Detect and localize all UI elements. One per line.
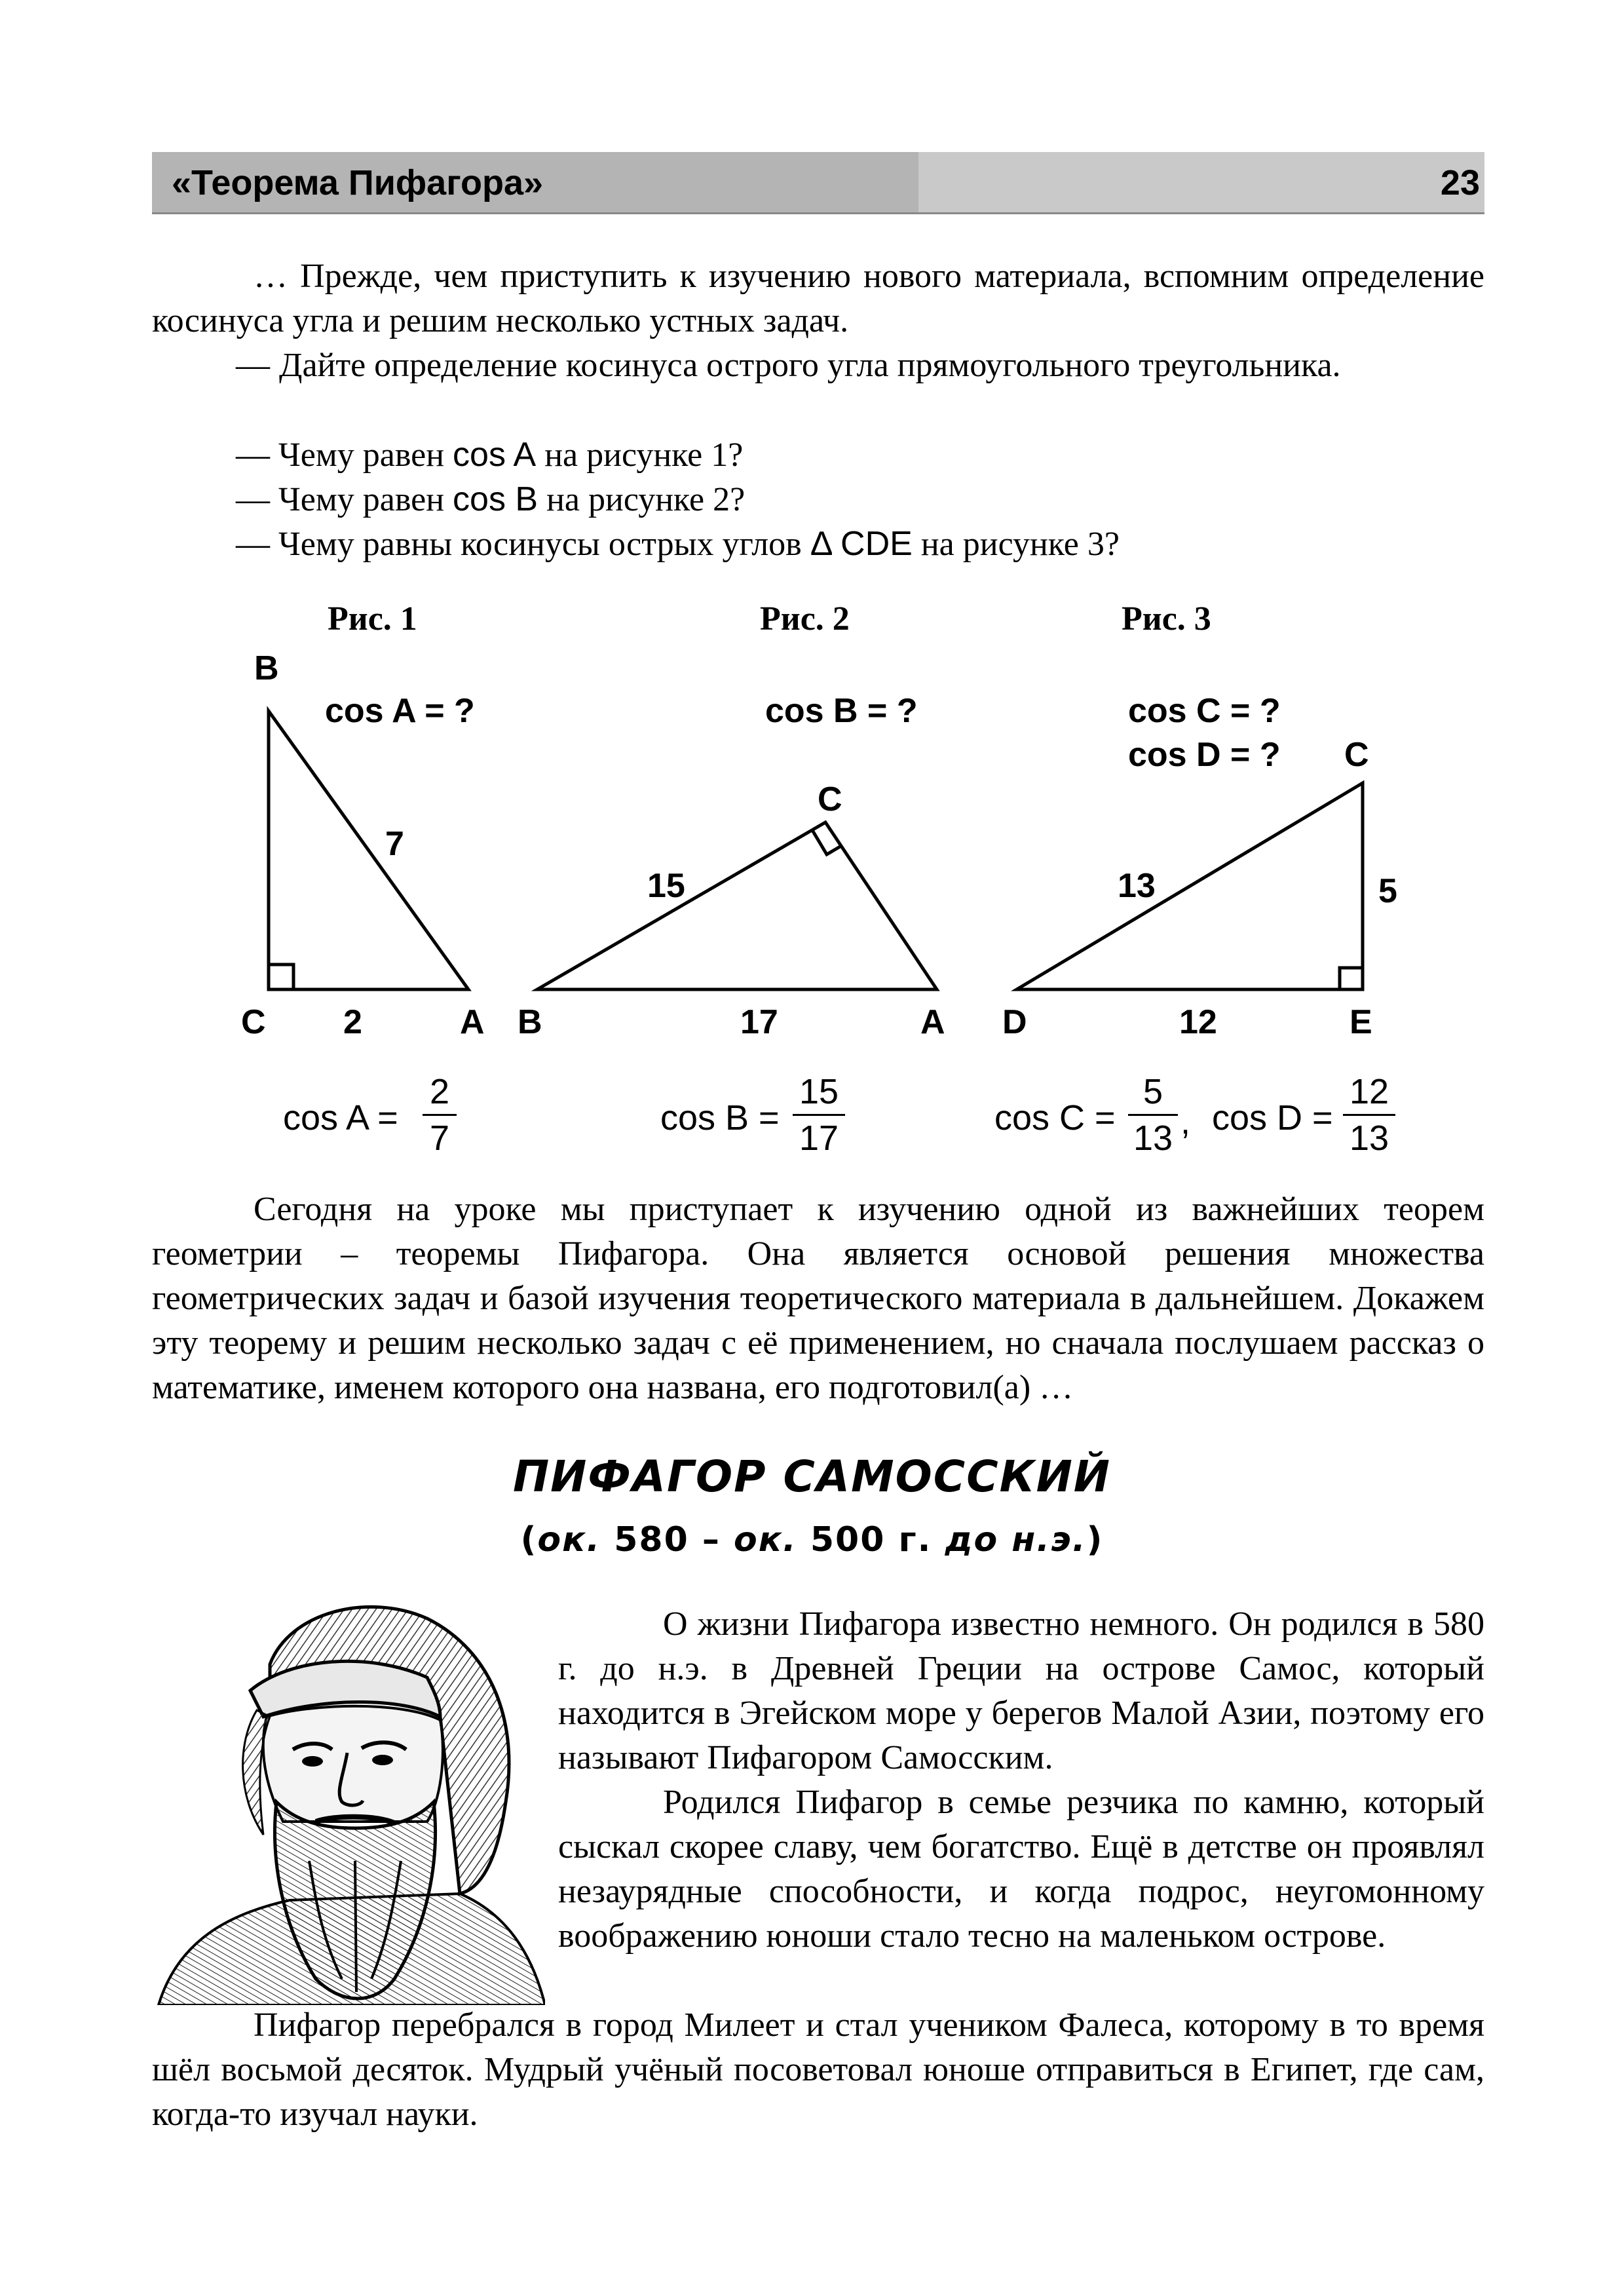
- question-dash: —: [236, 481, 270, 518]
- numerator: 15: [799, 1072, 839, 1111]
- side-base-label: 17: [740, 1003, 778, 1041]
- figure-3-caption: Рис. 3: [1122, 600, 1211, 638]
- pythagoras-portrait: [152, 1586, 545, 2005]
- numerator: 12: [1349, 1072, 1389, 1111]
- side-left-label: 15: [647, 867, 685, 905]
- bio-dates: [0, 1520, 1624, 1559]
- answer-3-fraction-1: [1128, 1072, 1178, 1158]
- fraction-bar: [423, 1114, 457, 1116]
- vertex-c-label: C: [241, 1003, 266, 1041]
- question-text-end: на рисунке 3?: [912, 526, 1120, 563]
- vertex-d-label: D: [1002, 1003, 1027, 1041]
- figure-3-question-2: cos D = ?: [1128, 736, 1281, 774]
- vertex-c-label: C: [1344, 736, 1369, 774]
- dates-open: (: [520, 1520, 538, 1559]
- bio-paragraph-2: Родился Пифагор в семье резчика по камню, который сыскал скорее славу, чем богатство. Ещё в детстве он проявлял незаурядные способности, и когда подрос, неугомонному воображению юноши стало тесно на маленьком острове.: [558, 1784, 1484, 1955]
- figure-2-question: cos B = ?: [765, 692, 918, 730]
- numerator: 2: [429, 1072, 450, 1111]
- answer-1-lhs: cos A =: [283, 1098, 398, 1138]
- answer-3-lhs-2: cos D =: [1212, 1098, 1333, 1138]
- fraction-bar: [1343, 1114, 1395, 1116]
- vertex-a-label: A: [920, 1003, 945, 1041]
- lesson-paragraph: Сегодня на уроке мы приступает к изучению одной из важнейших теорем геометрии – теоремы Пифагора. Она является основой решения множества геометрических задач и базой изучения теоретического материала в дальнейшем. Докажем эту теорему и решим несколько задач с её применением, но сначала послушаем рассказ о математике, именем которого она названа, его подготовил(а) …: [152, 1191, 1484, 1406]
- figure-2-caption: Рис. 2: [760, 600, 850, 638]
- answer-2-fraction: [793, 1072, 845, 1158]
- answer-1-fraction: [423, 1072, 457, 1158]
- answer-2-lhs: cos B =: [660, 1098, 780, 1138]
- answer-3-lhs-1: cos C =: [994, 1098, 1116, 1138]
- bio-title: ПИФАГОР САМОССКИЙ: [512, 1451, 1112, 1502]
- triangle-2: [537, 822, 937, 989]
- question-dash: —: [236, 436, 270, 474]
- dates-era: до н.э.: [945, 1520, 1087, 1559]
- question-dash: —: [236, 347, 270, 384]
- dates-year-end: 500 г.: [797, 1520, 945, 1559]
- side-hyp-label: 7: [385, 825, 404, 863]
- question-text-end: на рисунке 2?: [538, 481, 746, 518]
- question-dash: —: [236, 526, 270, 563]
- bio-paragraph-1: О жизни Пифагора известно немного. Он родился в 580 г. до н.э. в Древней Греции на острове Самос, который находится в Эгейском море у берегов Малой Азии, поэтому его называют Пифагором Самосским.: [558, 1605, 1484, 1776]
- question-text-end: на рисунке 1?: [536, 436, 744, 474]
- triangle-3: [1017, 783, 1363, 989]
- dates-ok: ок.: [537, 1520, 601, 1559]
- denominator: 7: [429, 1119, 450, 1158]
- figure-3-question-1: cos C = ?: [1128, 692, 1281, 730]
- triangle-1: [269, 711, 468, 989]
- dates-year-start: 580 –: [601, 1520, 734, 1559]
- fraction-bar: [793, 1114, 845, 1116]
- dates-close: ): [1086, 1520, 1104, 1559]
- bio-paragraph-3: Пифагор перебрался в город Милеет и стал учеником Фалеса, которому в то время шёл восьмой десяток. Мудрый учёный посоветовал юноше отправиться в Египет, где сам, когда-то изучал науки.: [152, 2006, 1484, 2133]
- figure-1-question: cos A = ?: [325, 692, 475, 730]
- denominator: 13: [1349, 1119, 1389, 1158]
- question-text: Чему равны косинусы острых углов: [278, 526, 810, 563]
- answer-3-separator: ,: [1180, 1102, 1191, 1141]
- vertex-b-label: B: [254, 649, 279, 687]
- side-base-label: 12: [1179, 1003, 1217, 1041]
- side-right-label: 5: [1378, 872, 1397, 910]
- numerator: 5: [1142, 1072, 1163, 1111]
- question-text: Чему равен: [278, 481, 453, 518]
- figure-1-caption: Рис. 1: [328, 600, 417, 638]
- vertex-b-label: B: [518, 1003, 542, 1041]
- vertex-a-label: A: [460, 1003, 485, 1041]
- intro-paragraph: … Прежде, чем приступить к изучению нового материала, вспомним определение косинуса угла и решим несколько устных задач.: [152, 258, 1484, 339]
- page-number: 23: [1440, 163, 1480, 202]
- vertex-c-label: C: [818, 780, 842, 818]
- side-hyp-label: 13: [1118, 867, 1156, 905]
- side-base-label: 2: [343, 1003, 362, 1041]
- fraction-bar: [1128, 1114, 1178, 1116]
- answer-3-fraction-2: [1343, 1072, 1395, 1158]
- question-math: Δ CDE: [810, 525, 913, 563]
- page-title: «Теорема Пифагора»: [172, 163, 544, 202]
- question-math: cos A: [453, 436, 537, 474]
- dates-ok: ок.: [733, 1520, 797, 1559]
- denominator: 13: [1133, 1119, 1173, 1158]
- denominator: 17: [799, 1119, 839, 1158]
- vertex-e-label: E: [1350, 1003, 1372, 1041]
- question-text: Дайте определение косинуса острого угла прямоугольного треугольника.: [279, 347, 1341, 384]
- question-text: Чему равен: [278, 436, 453, 474]
- question-math: cos B: [453, 480, 538, 518]
